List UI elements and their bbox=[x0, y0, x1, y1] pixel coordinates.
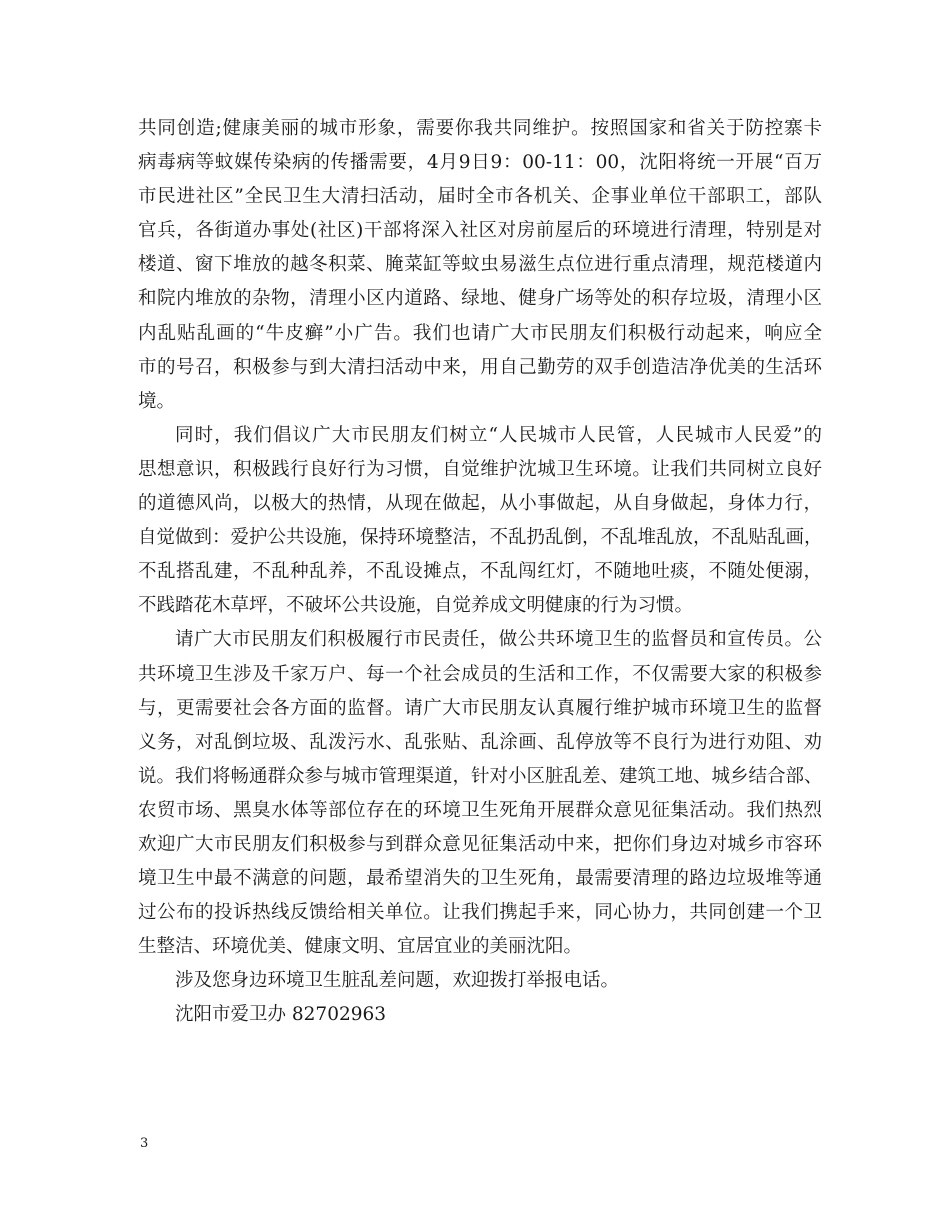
text-line: 请广大市民朋友们积极履行市民责任，做公共环境卫生的监督员和宣传员。公 bbox=[175, 629, 822, 651]
paragraph-4 bbox=[138, 964, 822, 998]
page-number: 3 bbox=[140, 1136, 149, 1151]
paragraph-5 bbox=[138, 998, 822, 1032]
text-line: 楼道、窗下堆放的越冬积菜、腌菜缸等蚊虫易滋生点位进行重点清理，规范楼道内 bbox=[138, 254, 822, 276]
text-line: 农贸市场、黑臭水体等部位存在的环境卫生死角开展群众意见征集活动。我们热烈 bbox=[138, 799, 822, 821]
text-line: 境卫生中最不满意的问题，最希望消失的卫生死角，最需要清理的路边垃圾堆等通 bbox=[138, 868, 822, 890]
paragraph-2 bbox=[138, 419, 822, 624]
text-line: 内乱贴乱画的“牛皮癣”小广告。我们也请广大市民朋友们积极行动起来，响应全 bbox=[138, 322, 822, 344]
contact-line: 沈阳市爱卫办 82702963 bbox=[175, 1004, 387, 1026]
text-line: 与，更需要社会各方面的监督。请广大市民朋友认真履行维护城市环境卫生的监督 bbox=[138, 697, 822, 719]
text-line: 自觉做到：爱护公共设施，保持环境整洁，不乱扔乱倒，不乱堆乱放，不乱贴乱画， bbox=[138, 527, 823, 549]
text-line: 同时，我们倡议广大市民朋友们树立“人民城市人民管，人民城市人民爱”的 bbox=[175, 424, 822, 446]
text-line: 欢迎广大市民朋友们积极参与到群众意见征集活动中来，把你们身边对城乡市容环 bbox=[138, 833, 822, 855]
text-line: 义务，对乱倒垃圾、乱泼污水、乱张贴、乱涂画、乱停放等不良行为进行劝阻、劝 bbox=[138, 731, 822, 753]
text-line: 和院内堆放的杂物，清理小区内道路、绿地、健身广场等处的积存垃圾，清理小区 bbox=[138, 288, 822, 310]
text-line: 共同创造;健康美丽的城市形象，需要你我共同维护。按照国家和省关于防控寨卡 bbox=[138, 118, 822, 139]
text-line: 生整洁、环境优美、健康文明、宜居宜业的美丽沈阳。 bbox=[138, 936, 583, 958]
text-line: 市的号召，积极参与到大清扫活动中来，用自己勤劳的双手创造洁净优美的生活环 bbox=[138, 356, 822, 378]
text-line: 境。 bbox=[138, 390, 176, 412]
text-line: 涉及您身边环境卫生脏乱差问题，欢迎拨打举报电话。 bbox=[175, 970, 620, 992]
document-body bbox=[138, 112, 822, 1033]
text-line: 的道德风尚，以极大的热情，从现在做起，从小事做起，从自身做起，身体力行， bbox=[138, 493, 822, 515]
text-line: 说。我们将畅通群众参与城市管理渠道，针对小区脏乱差、建筑工地、城乡结合部、 bbox=[138, 765, 823, 787]
text-line: 官兵，各街道办事处(社区)干部将深入社区对房前屋后的环境进行清理，特别是对 bbox=[138, 220, 822, 242]
text-line: 不乱搭乱建，不乱种乱养，不乱设摊点，不乱闯红灯，不随地吐痰，不随处便溺， bbox=[138, 561, 822, 583]
paragraph-3 bbox=[138, 623, 822, 964]
text-line: 市民进社区”全民卫生大清扫活动，届时全市各机关、企事业单位干部职工，部队 bbox=[138, 186, 822, 208]
text-line: 过公布的投诉热线反馈给相关单位。让我们携起手来，同心协力，共同创建一个卫 bbox=[138, 902, 822, 924]
text-line: 思想意识，积极践行良好行为习惯，自觉维护沈城卫生环境。让我们共同树立良好 bbox=[138, 458, 822, 480]
text-line: 共环境卫生涉及千家万户、每一个社会成员的生活和工作，不仅需要大家的积极参 bbox=[138, 663, 822, 685]
text-line: 病毒病等蚊媒传染病的传播需要，4月9日9：00-11：00，沈阳将统一开展“百万 bbox=[138, 152, 822, 174]
paragraph-1 bbox=[138, 112, 822, 419]
text-line: 不践踏花木草坪，不破坏公共设施，自觉养成文明健康的行为习惯。 bbox=[138, 595, 694, 617]
